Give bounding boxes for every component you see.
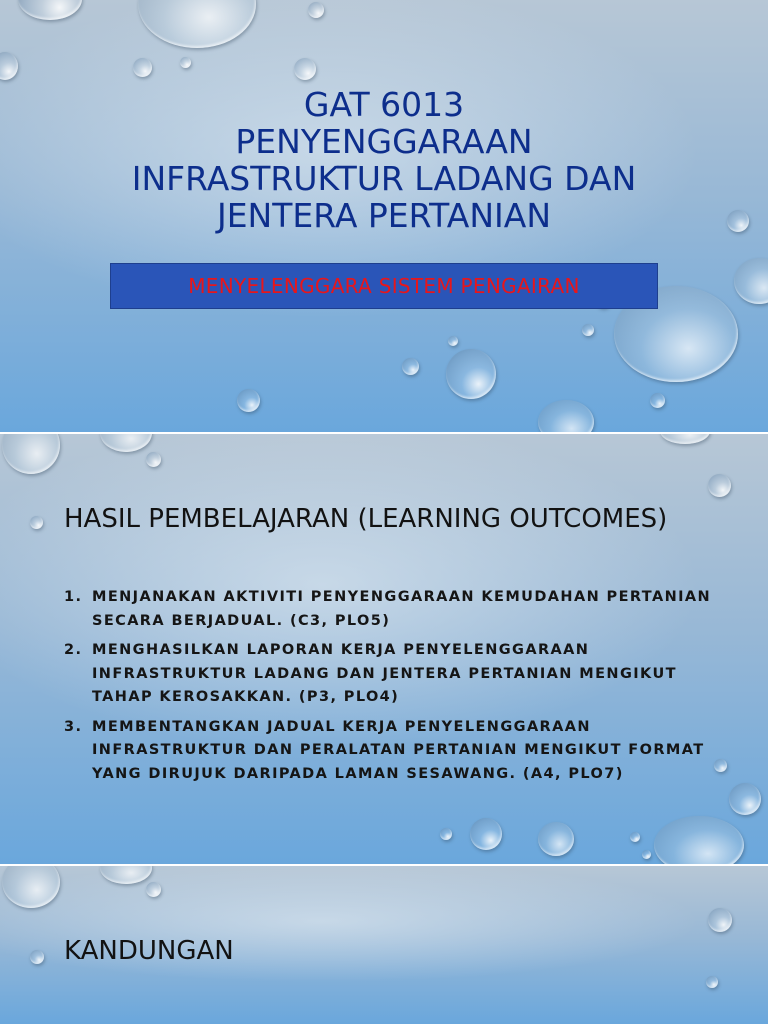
- water-drop: [0, 52, 18, 80]
- item-number: 2.: [64, 642, 83, 658]
- list-item: [64, 586, 714, 633]
- item-text: MENJANAKAN AKTIVITI PENYENGGARAAN KEMUDAHAN PERTANIAN SECARA BERJADUAL. (C3, PLO5): [92, 589, 712, 629]
- water-drop: [708, 474, 731, 497]
- water-drop: [100, 866, 152, 884]
- learning-outcomes-slide: [0, 434, 768, 864]
- water-drop: [294, 58, 316, 80]
- water-drop: [538, 822, 574, 856]
- title-line: INFRASTRUKTUR LADANG DAN: [131, 159, 637, 198]
- water-drop: [727, 210, 749, 232]
- water-drop: [708, 908, 732, 932]
- item-number: 3.: [64, 718, 83, 735]
- water-drop: [2, 866, 60, 908]
- contents-slide: [0, 866, 768, 1024]
- water-drop: [30, 516, 43, 529]
- list-item: [64, 639, 714, 710]
- water-drop: [470, 818, 502, 850]
- water-drop: [18, 0, 82, 20]
- water-drop: [538, 400, 594, 432]
- water-drop: [308, 2, 324, 18]
- water-drop: [706, 976, 718, 988]
- learning-outcomes-list: [64, 586, 714, 792]
- title-line: JENTERA PERTANIAN: [216, 196, 552, 235]
- section-heading: KANDUNGAN: [64, 936, 234, 966]
- title-line: PENYENGGARAAN: [235, 122, 533, 161]
- title-slide: [0, 0, 768, 432]
- water-drop: [660, 434, 710, 444]
- water-drop: [100, 434, 152, 452]
- subtitle-banner: MENYELENGGARA SISTEM PENGAIRAN: [110, 263, 658, 309]
- water-drop: [448, 336, 458, 346]
- water-drop: [714, 759, 727, 772]
- water-drop: [446, 349, 496, 399]
- water-drop: [30, 950, 44, 964]
- water-drop: [582, 324, 594, 336]
- water-drop: [180, 57, 191, 68]
- water-drop: [2, 434, 60, 474]
- item-text: MEMBENTANGKAN JADUAL KERJA PENYELENGGARAAN INFRASTRUKTUR DAN PERALATAN PERTANIAN MENGIKUT FORMAT YANG DIRUJUK DARIPADA LAMAN SESAWANG. (A4, PLO7): [92, 718, 705, 782]
- water-drop: [402, 358, 419, 375]
- water-drop: [146, 882, 161, 897]
- title-line: GAT 6013: [303, 85, 465, 124]
- water-drop: [237, 389, 260, 412]
- list-item: [64, 716, 714, 787]
- water-drop: [650, 393, 665, 408]
- water-drop: [734, 258, 768, 304]
- water-drop: [630, 832, 640, 842]
- section-heading: HASIL PEMBELAJARAN (LEARNING OUTCOMES): [64, 504, 668, 534]
- water-drop: [138, 0, 256, 48]
- water-drop: [133, 58, 152, 77]
- water-drop: [642, 850, 651, 859]
- water-drop: [729, 783, 761, 815]
- slide-title: [64, 86, 704, 234]
- item-text: MENGHASILKAN LAPORAN KERJA PENYELENGGARAAN INFRASTRUKTUR LADANG DAN JENTERA PERTANIAN MENGIKUT TAHAP KEROSAKKAN. (P3, PLO4): [92, 642, 677, 705]
- item-number: 1.: [64, 589, 83, 605]
- water-drop: [146, 452, 161, 467]
- water-drop: [440, 828, 452, 840]
- water-drop: [654, 816, 744, 864]
